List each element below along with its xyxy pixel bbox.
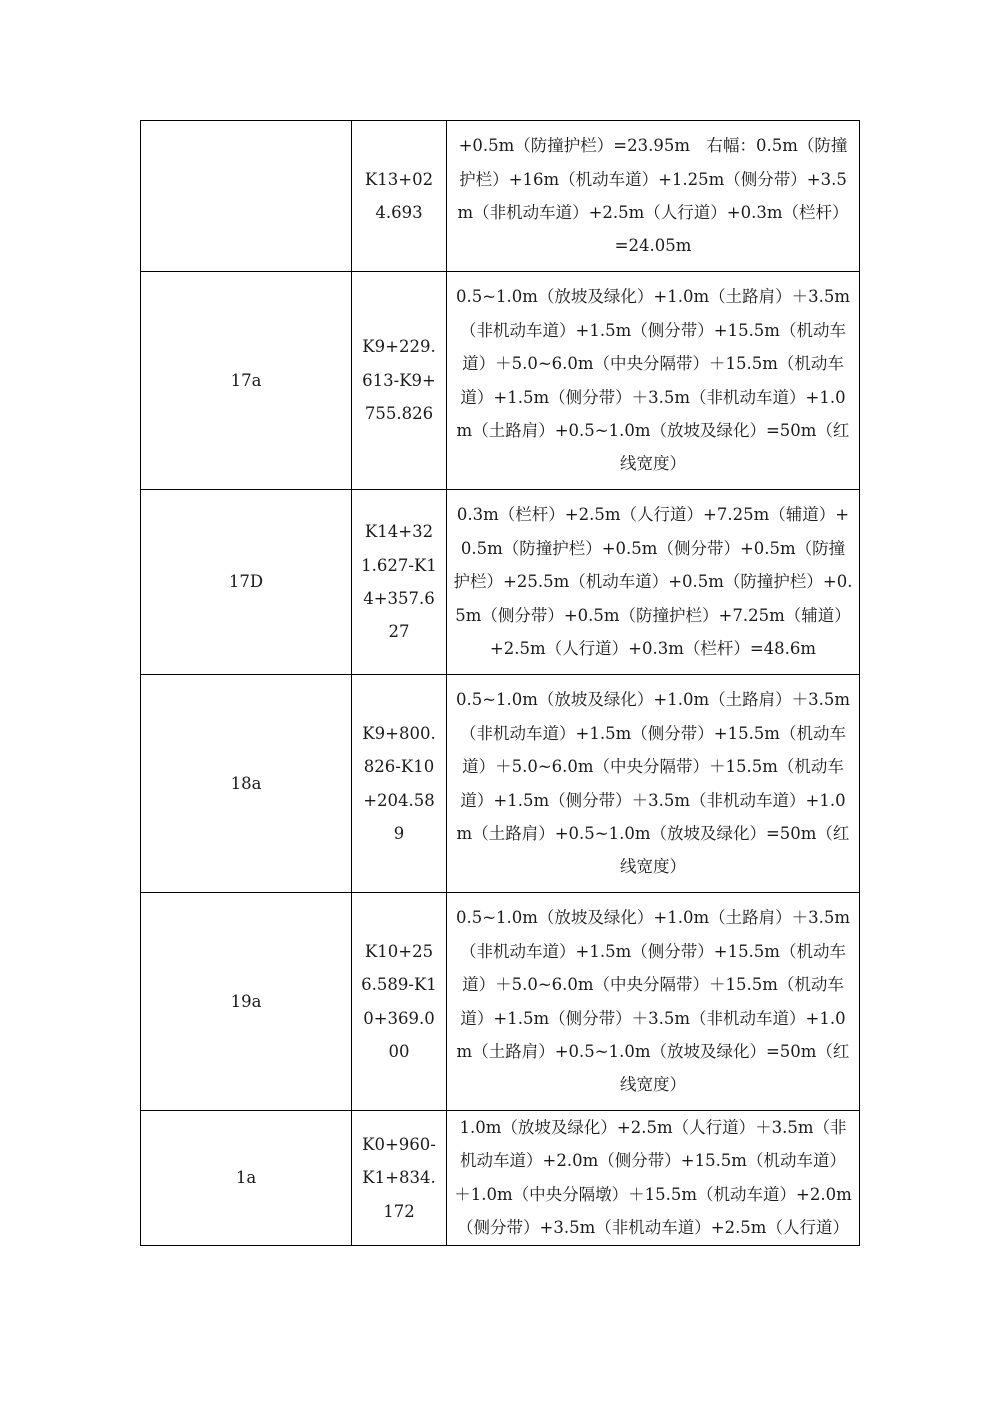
table-row — [141, 490, 860, 675]
cross-section-description-cell: 0.5~1.0m（放坡及绿化）+1.0m（土路肩）＋3.5m（非机动车道）+1.5m（侧分带）+15.5m（机动车道）＋5.0~6.0m（中央分隔带）＋15.5m（机动车道）+1.5m（侧分带）＋3.5m（非机动车道）+1.0m（土路肩）+0.5~1.0m（放坡及绿化）=50m（红线宽度） — [447, 272, 860, 490]
section-id-cell: 17D — [141, 490, 352, 675]
cross-section-description-cell: 0.5~1.0m（放坡及绿化）+1.0m（土路肩）＋3.5m（非机动车道）+1.5m（侧分带）+15.5m（机动车道）＋5.0~6.0m（中央分隔带）＋15.5m（机动车道）+1.5m（侧分带）＋3.5m（非机动车道）+1.0m（土路肩）+0.5~1.0m（放坡及绿化）=50m（红线宽度） — [447, 893, 860, 1111]
table-row — [141, 893, 860, 1111]
table-row — [141, 1111, 860, 1246]
cross-section-description-cell: 0.5~1.0m（放坡及绿化）+1.0m（土路肩）＋3.5m（非机动车道）+1.5m（侧分带）+15.5m（机动车道）＋5.0~6.0m（中央分隔带）＋15.5m（机动车道）+1.5m（侧分带）＋3.5m（非机动车道）+1.0m（土路肩）+0.5~1.0m（放坡及绿化）=50m（红线宽度） — [447, 675, 860, 893]
station-range-cell: K9+229.613-K9+755.826 — [352, 272, 447, 490]
cross-section-table — [140, 120, 860, 1246]
section-id-cell: 1a — [141, 1111, 352, 1246]
station-range-cell: K13+024.693 — [352, 121, 447, 272]
station-range-cell: K14+321.627-K14+357.627 — [352, 490, 447, 675]
section-id-cell: 19a — [141, 893, 352, 1111]
cross-section-description-cell: 1.0m（放坡及绿化）+2.5m（人行道）＋3.5m（非机动车道）+2.0m（侧分带）+15.5m（机动车道）＋1.0m（中央分隔墩）＋15.5m（机动车道）+2.0m（侧分带）+3.5m（非机动车道）+2.5m（人行道） — [447, 1111, 860, 1246]
cross-section-description-cell: +0.5m（防撞护栏）=23.95m 右幅：0.5m（防撞护栏）+16m（机动车道）+1.25m（侧分带）+3.5m（非机动车道）+2.5m（人行道）+0.3m（栏杆）=24.05m — [447, 121, 860, 272]
section-id-cell: 18a — [141, 675, 352, 893]
table-row — [141, 121, 860, 272]
station-range-cell: K10+256.589-K10+369.000 — [352, 893, 447, 1111]
cross-section-description-cell: 0.3m（栏杆）+2.5m（人行道）+7.25m（辅道）+0.5m（防撞护栏）+0.5m（侧分带）+0.5m（防撞护栏）+25.5m（机动车道）+0.5m（防撞护栏）+0.5m（侧分带）+0.5m（防撞护栏）+7.25m（辅道）+2.5m（人行道）+0.3m（栏杆）=48.6m — [447, 490, 860, 675]
table-row — [141, 272, 860, 490]
station-range-cell: K9+800.826-K10+204.589 — [352, 675, 447, 893]
station-range-cell: K0+960-K1+834.172 — [352, 1111, 447, 1246]
table-row — [141, 675, 860, 893]
section-id-cell: 17a — [141, 272, 352, 490]
section-id-cell — [141, 121, 352, 272]
